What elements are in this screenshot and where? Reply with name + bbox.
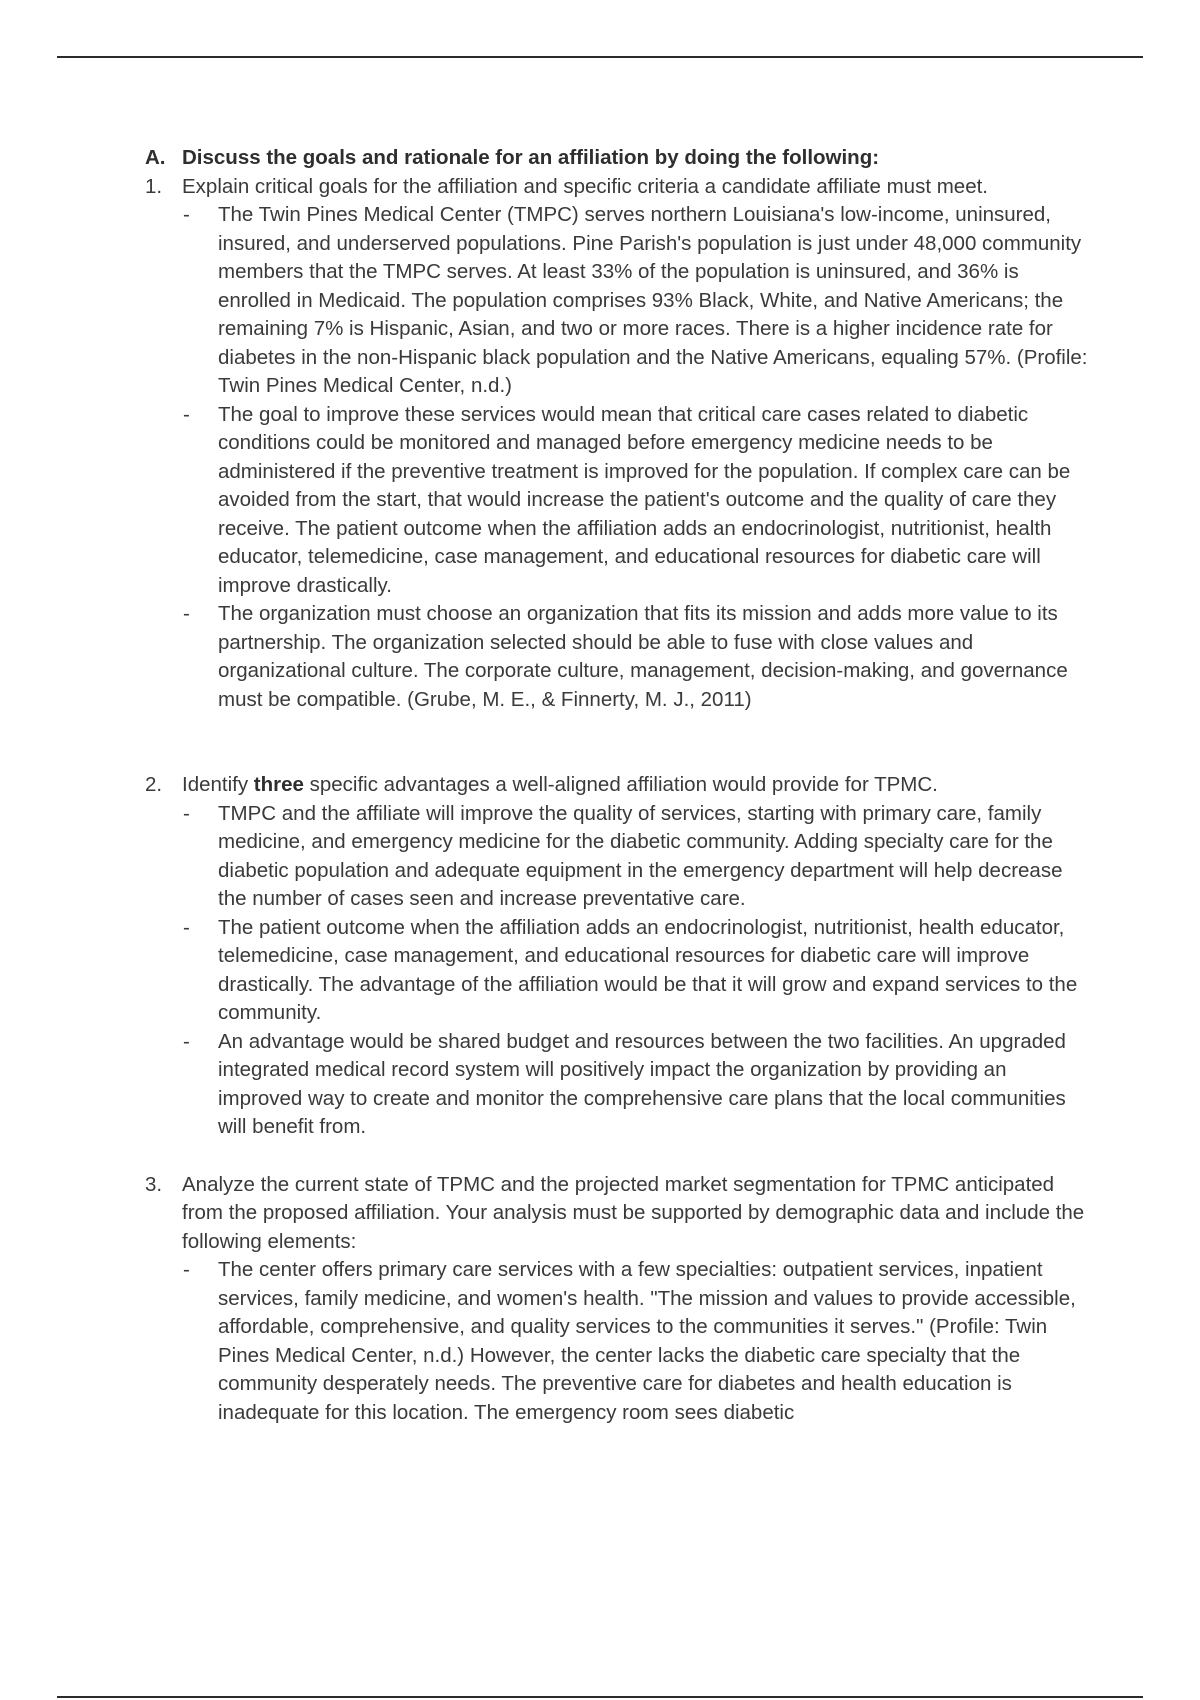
numbered-item-3 — [0, 1171, 1200, 1257]
bullet-marker: - — [183, 801, 190, 825]
bullet-marker: - — [183, 602, 190, 625]
bullet-text: TMPC and the affiliate will improve the quality of services, starting with primary care, family medicine, and emergency medicine for the diabetic community. Adding specialty care for the diabetic population and adequate equipment in the emergency department will help decrease the number of cases seen and increase preventative care. — [218, 801, 1063, 910]
list-item — [0, 914, 1200, 1028]
bullet-text: The organization must choose an organization that fits its mission and adds more value to its partnership. The organization selected should be able to fuse with close values and organizational culture. The corporate culture, management, decision-making, and governance must be compatible. (Grube, M. E., & Finnerty, M. J., 2011) — [218, 602, 1068, 711]
bullet-marker: - — [183, 1029, 190, 1053]
bullet-marker: - — [183, 203, 190, 226]
item-text-end: specific advantages a well-aligned affiliation would provide for TPMC. — [303, 773, 938, 796]
section-marker: A. — [145, 146, 166, 169]
section-title: Discuss the goals and rationale for an affiliation by doing the following: — [182, 146, 880, 169]
footer-rule — [57, 1696, 1143, 1698]
bullet-text: The patient outcome when the affiliation adds an endocrinologist, nutritionist, health educator, telemedicine, case management, and educational resources for diabetic care will improve drastically. The advantage of the affiliation would be that it will grow and expand services to the community. — [218, 915, 1078, 1024]
item-text: Explain critical goals for the affiliation and specific criteria a candidate affiliate must meet. — [182, 174, 988, 198]
list-item — [0, 1256, 1200, 1427]
header-rule — [57, 56, 1143, 58]
bullet-text: The Twin Pines Medical Center (TMPC) serves northern Louisiana's low-income, uninsured, insured, and underserved populations. Pine Parish's population is just under 48,000 community members that the TMPC serves. At least 33% of the population is uninsured, and 36% is enrolled in Medicaid. The population comprises 93% Black, White, and Native Americans; the remaining 7% is Hispanic, Asian, and two or more races. There is a higher incidence rate for diabetes in the non-Hispanic black population and the Native Americans, equaling 57%. (Profile: Twin Pines Medical Center, n.d.) — [218, 203, 1088, 397]
item-number: 2. — [145, 773, 163, 796]
bullet-list-3 — [0, 1256, 1200, 1427]
bullet-marker: - — [183, 1258, 190, 1281]
bullet-text: The goal to improve these services would mean that critical care cases related to diabetic conditions could be monitored and managed before emergency medicine needs to be administered if the preventive treatment is improved for the population. If complex care can be avoided from the start, that would increase the patient's outcome and the quality of care they receive. The patient outcome when the affiliation adds an endocrinologist, nutritionist, health educator, telemedicine, case management, and educational resources for diabetic care will improve drastically. — [218, 402, 1071, 597]
bullet-marker: - — [183, 402, 190, 426]
item-number: 1. — [145, 174, 163, 198]
list-item — [0, 1028, 1200, 1142]
numbered-item-2 — [0, 771, 1200, 800]
list-item — [0, 600, 1200, 714]
section-heading — [0, 144, 1200, 173]
bullet-list-1 — [0, 201, 1200, 714]
bullet-text: The center offers primary care services with a few specialties: outpatient services, inpatient services, family medicine, and women's health. "The mission and values to provide accessible, affordable, comprehensive, and quality services to the communities it serves." (Profile: Twin Pines Medical Center, n.d.) However, the center lacks the diabetic care specialty that the community desperately needs. The preventive care for diabetes and health education is inadequate for this location. The emergency room sees diabetic — [218, 1258, 1076, 1424]
bullet-marker: - — [183, 915, 190, 939]
list-item — [0, 401, 1200, 601]
bullet-list-2 — [0, 800, 1200, 1142]
item-text-bold: three — [253, 773, 304, 796]
item-text-start: Identify — [182, 773, 254, 796]
list-item — [0, 800, 1200, 914]
document-body — [0, 144, 1200, 1427]
numbered-item-1 — [0, 173, 1200, 202]
item-text: Analyze the current state of TPMC and the projected market segmentation for TPMC anticipated from the proposed affiliation. Your analysis must be supported by demographic data and include the following elements: — [182, 1172, 1085, 1253]
bullet-text: An advantage would be shared budget and resources between the two facilities. An upgraded integrated medical record system will positively impact the organization by providing an improved way to create and monitor the comprehensive care plans that the local communities will benefit from. — [218, 1029, 1066, 1138]
list-item — [0, 201, 1200, 401]
item-number: 3. — [145, 1172, 163, 1196]
